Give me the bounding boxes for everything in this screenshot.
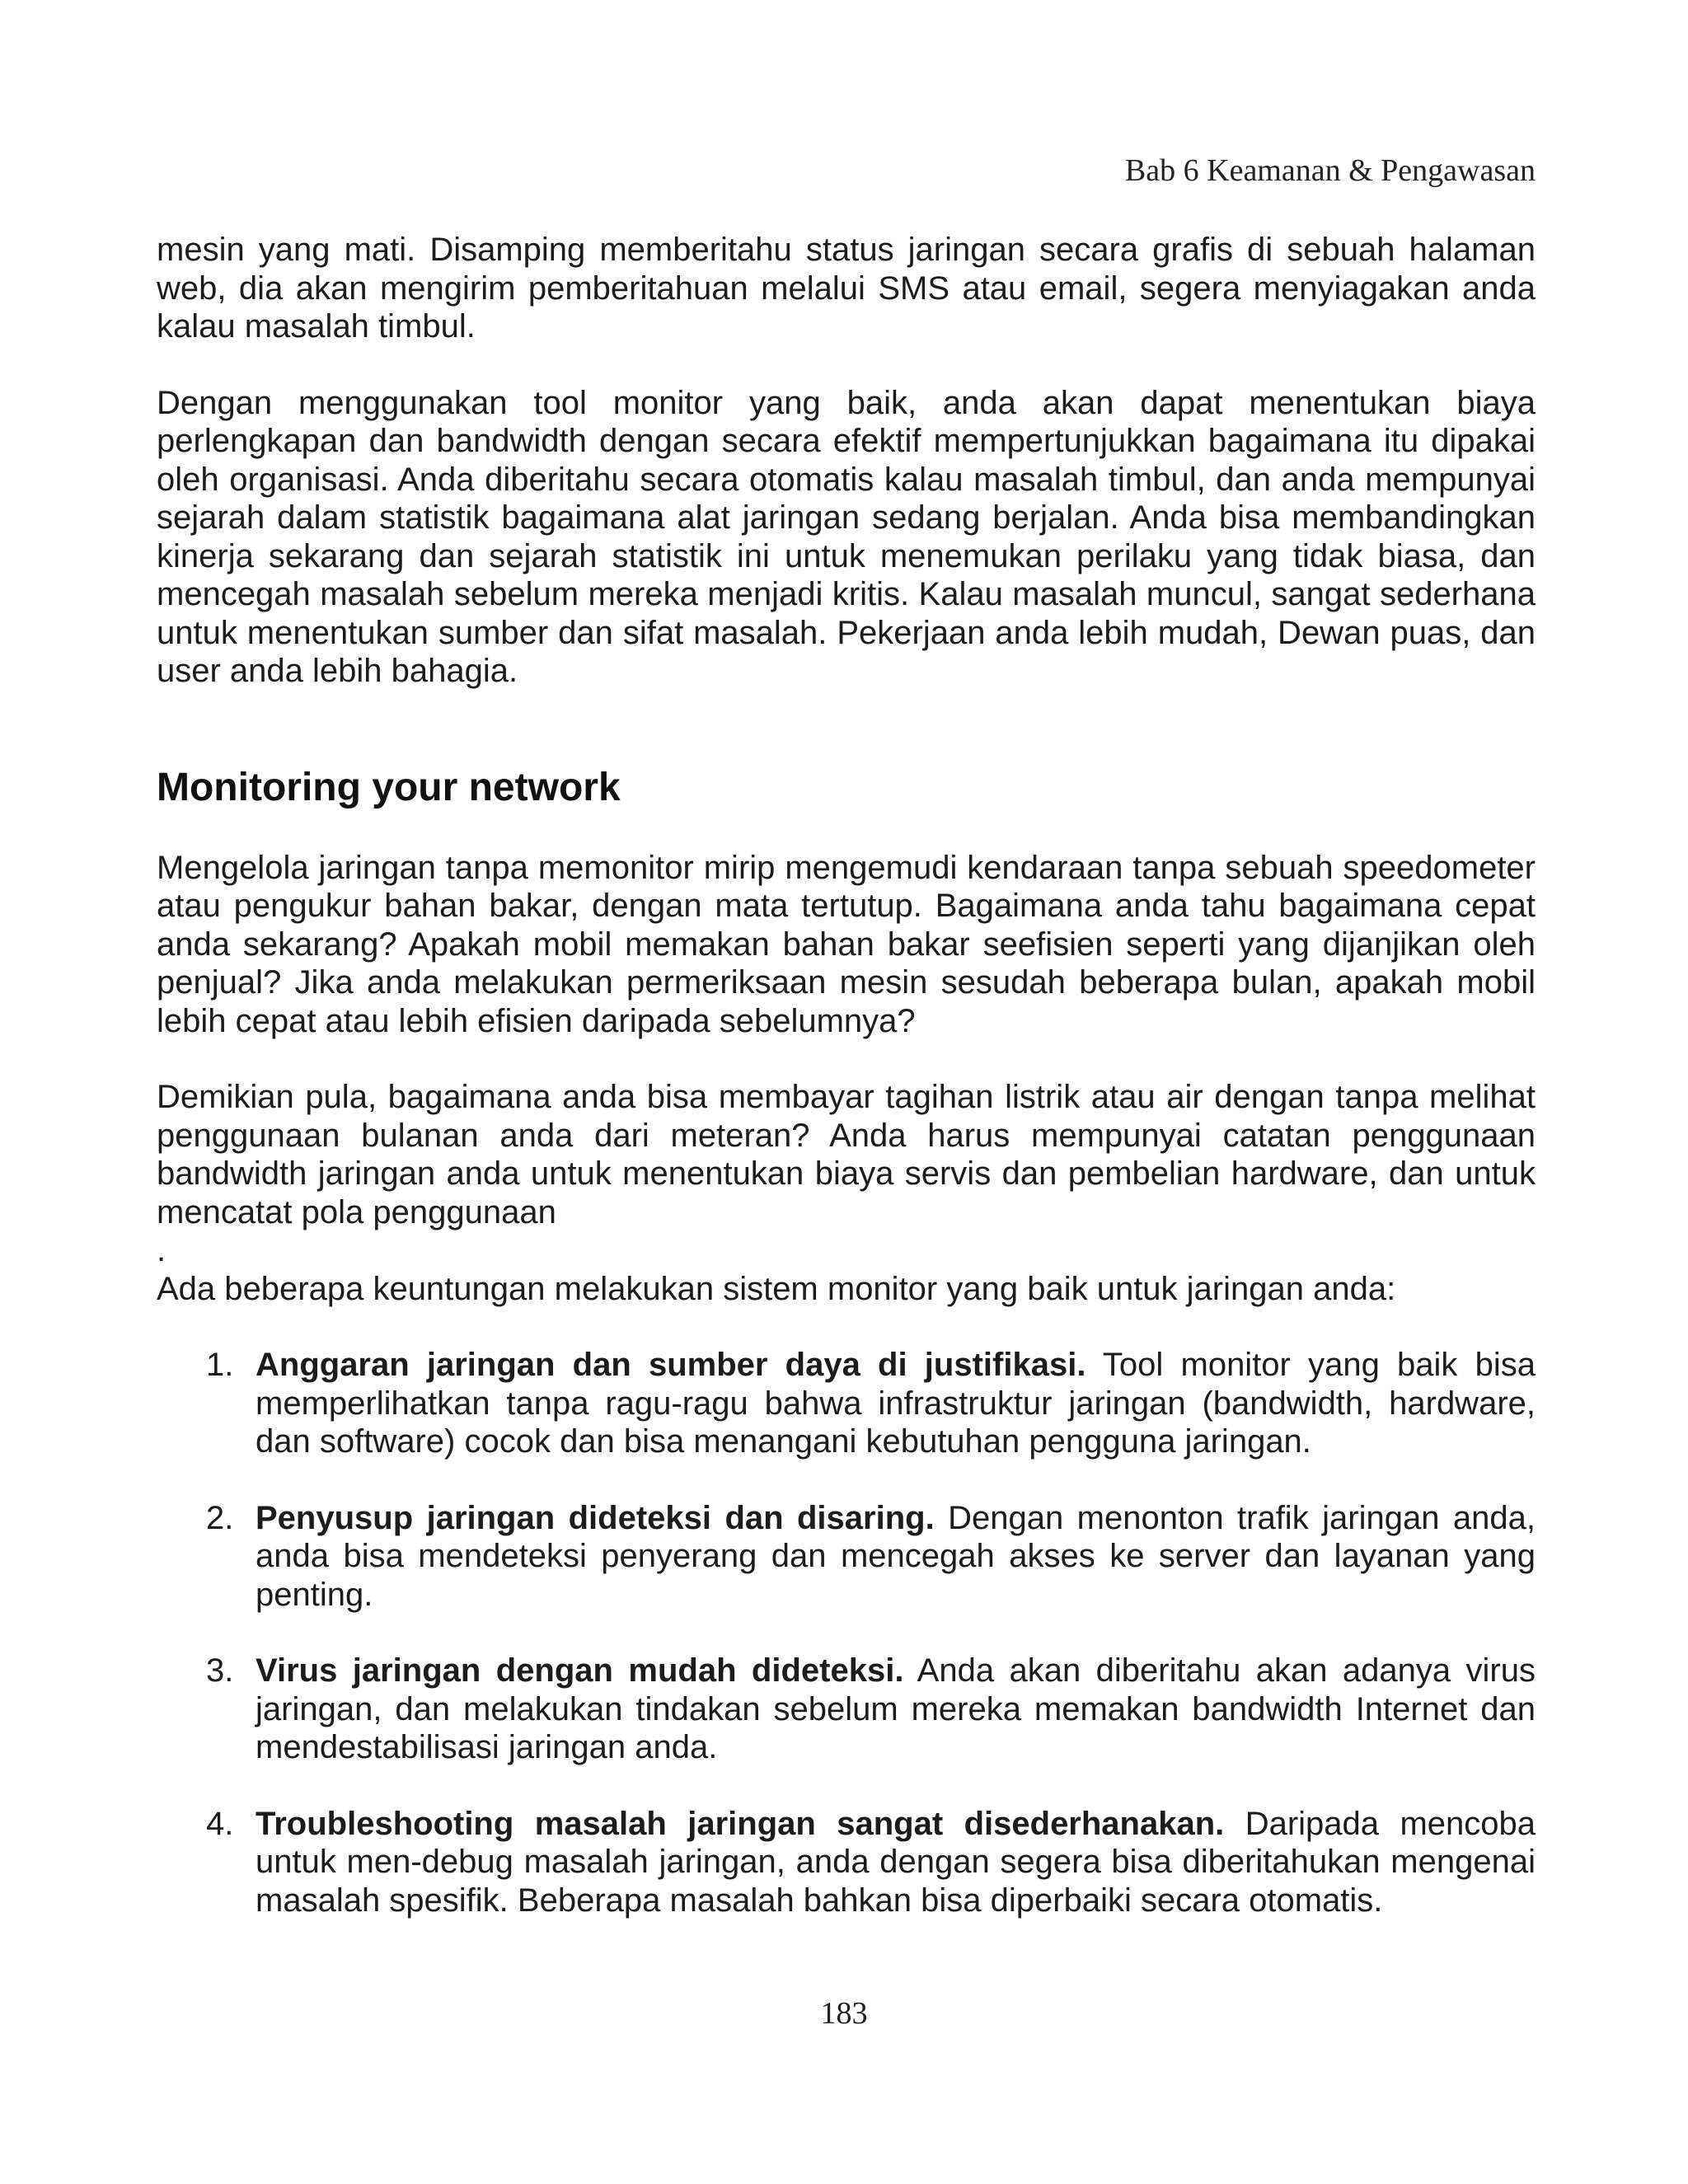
- page-content: [157, 231, 1536, 1957]
- list-item-title: Anggaran jaringan dan sumber daya di justifikasi.: [256, 1347, 1086, 1383]
- list-item-text: Tool monitor yang baik bisa memperlihatkan tanpa ragu-ragu bahwa infrastruktur jaringan (bandwidth, hardware, dan software) cocok dan bisa menangani kebutuhan pengguna jaringan.: [256, 1347, 1536, 1460]
- stray-period: .: [157, 1232, 166, 1268]
- paragraph-monitoring-tools: Dengan menggunakan tool monitor yang baik, anda akan dapat menentukan biaya perlengkapan dan bandwidth dengan secara efektif mempertunjukkan bagaimana itu dipakai oleh organisasi. Anda diberitahu secara otomatis kalau masalah timbul, dan anda mempunyai sejarah dalam statistik bagaimana alat jaringan sedang berjalan. Anda bisa membandingkan kinerja sekarang dan sejarah statistik ini untuk menemukan perilaku yang tidak biasa, dan mencegah masalah sebelum mereka menjadi kritis. Kalau masalah muncul, sangat sederhana untuk menentukan sumber dan sifat masalah. Pekerjaan anda lebih mudah, Dewan puas, dan user anda lebih bahagia.: [157, 384, 1536, 689]
- list-item-number: 4.: [206, 1805, 234, 1842]
- paragraph-billing-analogy: Demikian pula, bagaimana anda bisa membayar tagihan listrik atau air dengan tanpa melihat penggunaan bulanan anda dari meteran? Anda harus mempunyai catatan penggunaan bandwidth jaringan anda untuk menentukan biaya servis dan pembelian hardware, dan untuk mencatat pola penggunaan: [157, 1079, 1536, 1230]
- running-header: Bab 6 Keamanan & Pengawasan: [1124, 153, 1536, 188]
- list-item-title: Penyusup jaringan dideteksi dan disaring.: [256, 1499, 935, 1536]
- list-item-number: 3.: [206, 1652, 234, 1689]
- list-item-title: Virus jaringan dengan mudah dideteksi.: [256, 1652, 904, 1689]
- list-item: [157, 1346, 1536, 1461]
- benefits-list: [157, 1346, 1536, 1919]
- list-item-text: Anda akan diberitahu akan adanya virus jaringan, dan melakukan tindakan sebelum mereka memakan bandwidth Internet dan mendestabilisasi jaringan anda.: [256, 1652, 1536, 1765]
- list-item-title: Troubleshooting masalah jaringan sangat disederhanakan.: [256, 1805, 1225, 1842]
- list-item-number: 1.: [206, 1347, 234, 1383]
- section-heading: Monitoring your network: [157, 765, 621, 809]
- list-item-number: 2.: [206, 1499, 234, 1536]
- list-item: [157, 1805, 1536, 1920]
- paragraph-continuation: mesin yang mati. Disamping memberitahu status jaringan secara grafis di sebuah halaman web, dia akan mengirim pemberitahuan melalui SMS atau email, segera menyiagakan anda kalau masalah timbul.: [157, 232, 1536, 344]
- list-item: [157, 1652, 1536, 1767]
- page-number: 183: [820, 1996, 868, 2031]
- benefits-intro: Ada beberapa keuntungan melakukan sistem monitor yang baik untuk jaringan anda:: [157, 1270, 1396, 1307]
- list-item: [157, 1499, 1536, 1615]
- list-item-text: Daripada mencoba untuk men-debug masalah jaringan, anda dengan segera bisa diberitahukan mengenai masalah spesifik. Beberapa masalah bahkan bisa diperbaiki secara otomatis.: [256, 1805, 1536, 1919]
- paragraph-driving-analogy: Mengelola jaringan tanpa memonitor mirip mengemudi kendaraan tanpa sebuah speedometer atau pengukur bahan bakar, dengan mata tertutup. Bagaimana anda tahu bagaimana cepat anda sekarang? Apakah mobil memakan bahan bakar seefisien seperti yang dijanjikan oleh penjual? Jika anda melakukan permeriksaan mesin sesudah beberapa bulan, apakah mobil lebih cepat atau lebih efisien daripada sebelumnya?: [157, 849, 1536, 1039]
- list-item-text: Dengan menonton trafik jaringan anda, anda bisa mendeteksi penyerang dan mencegah akses ke server dan layanan yang penting.: [256, 1499, 1536, 1613]
